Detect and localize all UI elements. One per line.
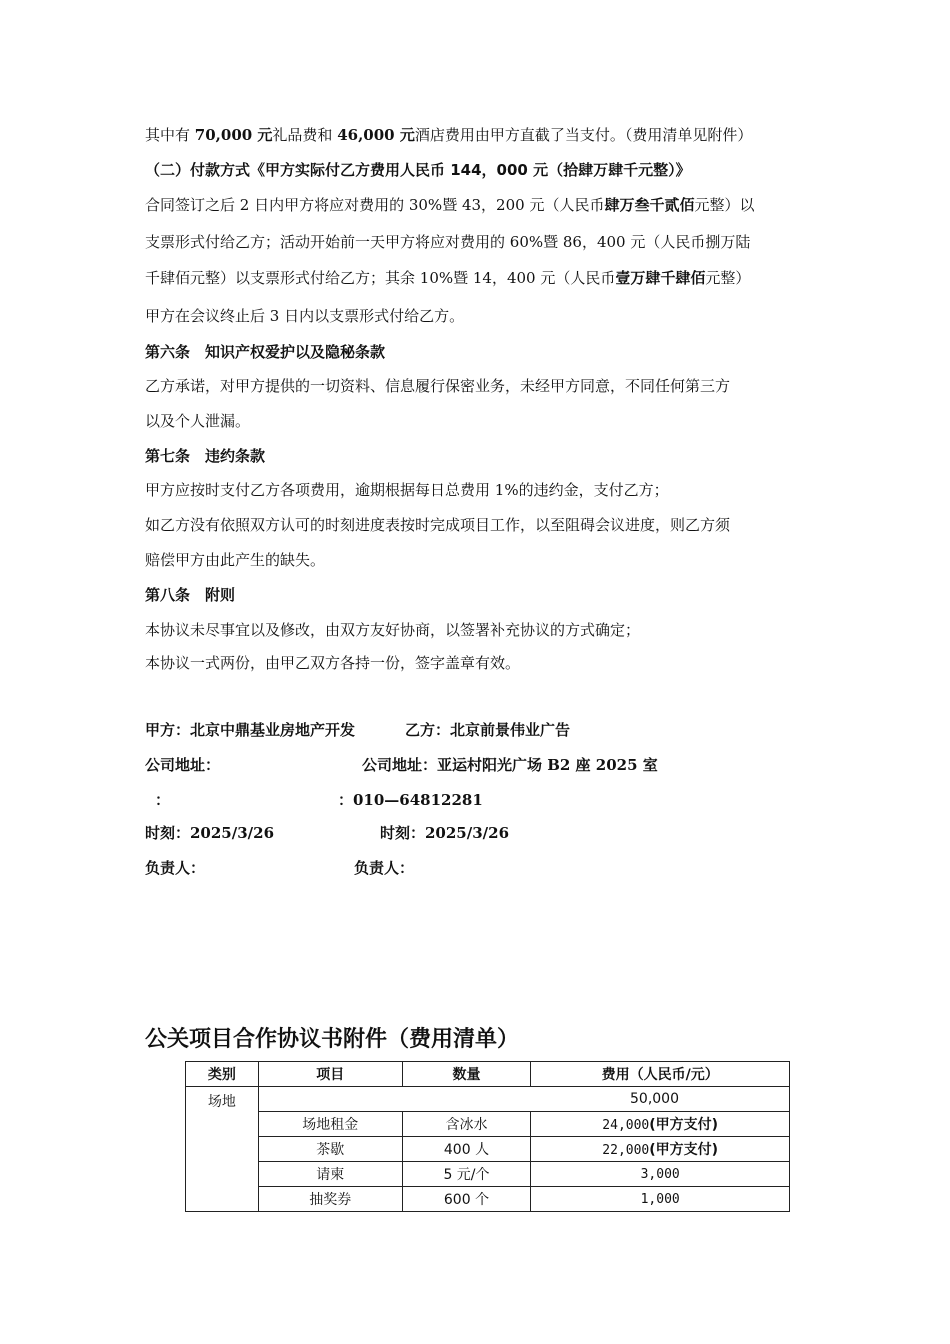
party-a-address: 公司地址： [145,756,221,774]
article-eight-heading: 第八条 附则 [145,586,236,604]
party-b-date: 时刻：2025/3/26 [380,824,510,842]
cost-cell [531,1137,790,1162]
column-header-item: 项目 [258,1062,402,1087]
paragraph-gift-hotel-fees [145,125,752,145]
amount-words: 肆万叁千贰佰 [604,196,695,214]
subtotal-cell: 50,000 [258,1087,789,1112]
party-a-phone: ： [155,791,171,809]
paragraph-line: 乙方承诺，对甲方提供的一切资料、信息履行保密业务，未经甲方同意，不同任何第三方 [145,377,731,395]
column-header-category: 类别 [186,1062,259,1087]
text: 礼品费和 [272,126,338,144]
payment-method-heading: （二）付款方式《甲方实际付乙方费用人民币 144，000 元（拾肆万肆千元整）》 [145,161,691,179]
text: 其中有 [145,126,195,144]
paragraph-line [145,195,754,215]
party-b-responsible: 负责人： [354,859,415,877]
fee-table [185,1061,790,1212]
paragraph-line: 本协议未尽事宜以及修改，由双方友好协商，以签署补充协议的方式确定； [145,621,641,639]
paragraph-line: 支票形式付给乙方；活动开始前一天甲方将应对费用的 60%暨 86，400 元（人民币捌万陆 [145,233,751,251]
table-row [186,1162,790,1187]
cost-value: 22,000 [602,1143,650,1158]
cost-cell [531,1187,790,1212]
cost-note: (甲方支付) [649,1117,719,1133]
party-b-phone: ：010—64812281 [338,791,483,809]
quantity-cell: 400 人 [402,1137,531,1162]
party-a-date: 时刻：2025/3/26 [145,824,275,842]
table-header-row [186,1062,790,1087]
text: 元整） [705,269,751,287]
item-cell: 场地租金 [258,1112,402,1137]
column-header-quantity: 数量 [402,1062,531,1087]
party-b-address: 公司地址：亚运村阳光广场 B2 座 2025 室 [362,756,658,774]
paragraph-line: 甲方在会议终止后 3 日内以支票形式付给乙方。 [145,307,465,325]
party-a-responsible: 负责人： [145,859,206,877]
cost-cell [531,1162,790,1187]
table-row [186,1112,790,1137]
cost-cell [531,1112,790,1137]
quantity-cell: 600 个 [402,1187,531,1212]
table-row [186,1137,790,1162]
amount-words: 壹万肆千肆佰 [615,269,706,287]
text: 合同签订之后 2 日内甲方将应对费用的 30%暨 43，200 元（人民币 [145,196,605,214]
cost-value: 24,000 [602,1118,650,1133]
table-row [186,1187,790,1212]
party-b-name: 乙方：北京前景伟业广告 [405,721,571,739]
cost-note: (甲方支付) [649,1142,719,1158]
amount-hotel: 46,000 元 [337,126,415,144]
paragraph-line: 赔偿甲方由此产生的缺失。 [145,551,326,569]
item-cell: 抽奖券 [258,1187,402,1212]
item-cell: 请柬 [258,1162,402,1187]
cost-value: 1,000 [640,1192,680,1207]
item-cell: 茶歇 [258,1137,402,1162]
text: 元整）以 [694,196,755,214]
paragraph-line: 甲方应按时支付乙方各项费用，逾期根据每日总费用 1%的违约金，支付乙方； [145,481,669,499]
paragraph-line: 以及个人泄漏。 [145,412,251,430]
article-seven-heading: 第七条 违约条款 [145,447,266,465]
quantity-cell: 5 元/个 [402,1162,531,1187]
attachment-title: 公关项目合作协议书附件（费用清单） [145,1027,520,1052]
category-cell: 场地 [186,1087,259,1212]
column-header-cost: 费用（人民币/元） [531,1062,790,1087]
text: 酒店费用由甲方直截了当支付。（费用清单见附件） [414,126,753,144]
article-six-heading: 第六条 知识产权爱护以及隐秘条款 [145,343,386,361]
paragraph-line: 本协议一式两份，由甲乙双方各持一份，签字盖章有效。 [145,654,521,672]
table-row-subtotal [186,1087,790,1112]
cost-value: 3,000 [640,1167,680,1182]
party-a-name: 甲方：北京中鼎基业房地产开发 [145,721,356,739]
amount-gift: 70,000 元 [194,126,273,144]
paragraph-line [145,268,750,288]
paragraph-line: 如乙方没有依照双方认可的时刻进度表按时完成项目工作，以至阻碍会议进度，则乙方须 [145,516,731,534]
quantity-cell: 含冰水 [402,1112,531,1137]
text: 千肆佰元整）以支票形式付给乙方；其余 10%暨 14，400 元（人民币 [145,269,616,287]
